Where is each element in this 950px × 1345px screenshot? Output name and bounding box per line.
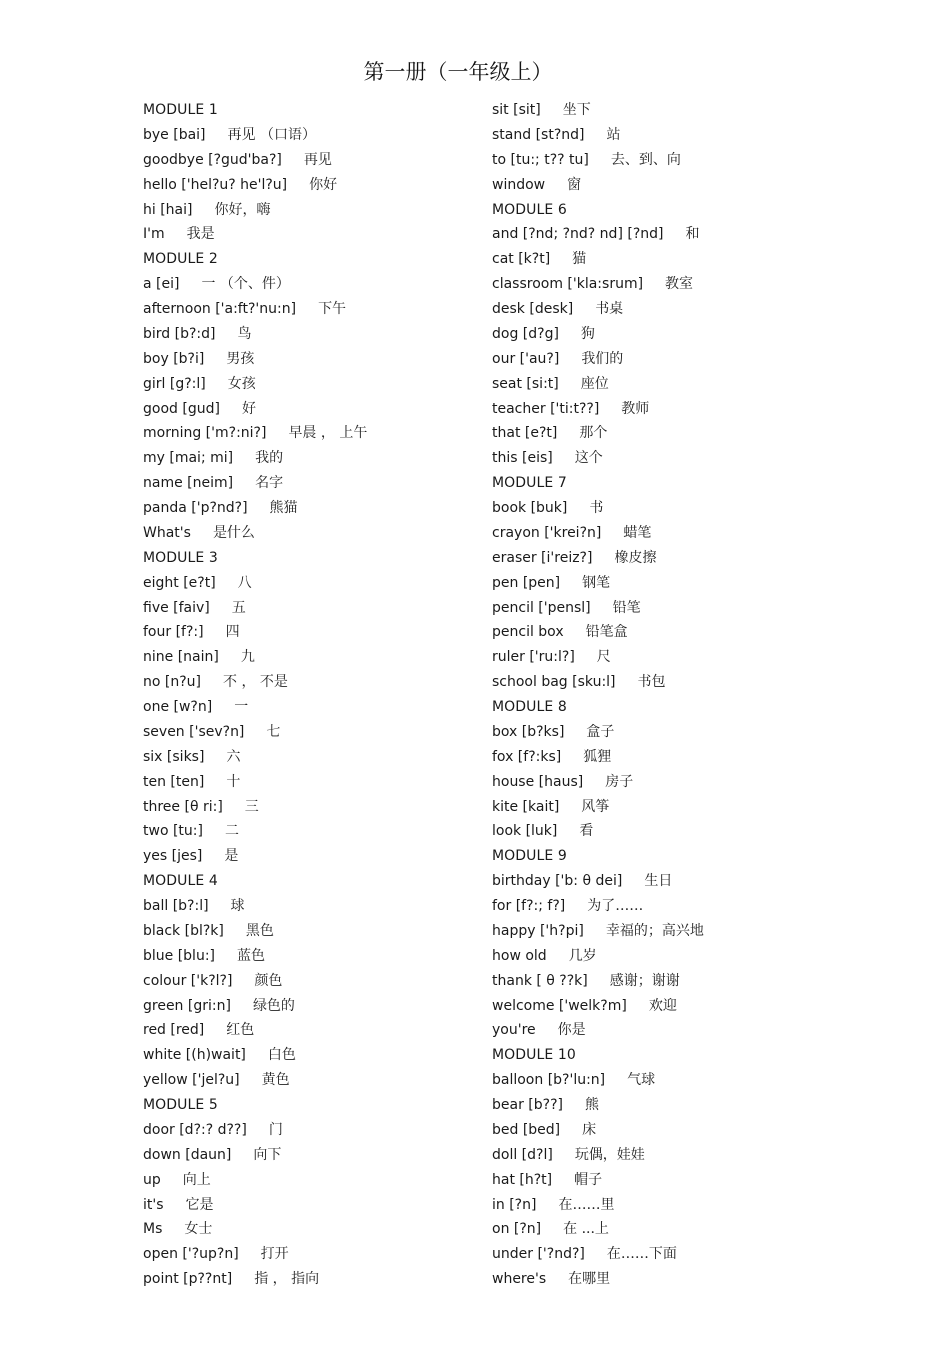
vocab-entry (492, 720, 872, 745)
vocab-meaning: 白色 (267, 1047, 296, 1064)
vocab-word: nine [nain] (143, 649, 219, 666)
vocab-word: one [w?n] (143, 699, 213, 715)
vocab-entry (143, 994, 523, 1019)
vocab-word: black [bl?k] (143, 922, 224, 939)
vocab-entry (492, 347, 872, 372)
vocab-word: name [neim] (143, 475, 234, 492)
vocab-entry (143, 496, 523, 521)
vocab-entry (492, 944, 872, 969)
vocab-entry (143, 198, 523, 223)
vocab-word: how old (492, 947, 547, 964)
vocab-word: girl [g?:l] (143, 375, 206, 392)
vocab-entry (492, 969, 872, 994)
vocab-meaning: 女士 (184, 1221, 213, 1238)
vocab-meaning: 十 (226, 773, 241, 790)
vocab-entry (143, 944, 523, 969)
vocab-word: house [haus] (492, 773, 584, 790)
vocab-entry (492, 372, 872, 397)
vocab-entry (492, 521, 872, 546)
module-heading (492, 198, 872, 223)
vocab-word: yellow ['jel?u] (143, 1072, 240, 1089)
vocab-meaning: 橡皮擦 (614, 549, 657, 566)
vocab-word: pencil ['pensl] (492, 599, 591, 616)
vocab-meaning: 指 ， 指向 (254, 1271, 320, 1288)
vocab-word: hello ['hel?u? he'l?u] (143, 176, 288, 193)
vocab-meaning: 向上 (182, 1171, 211, 1188)
vocab-meaning: 钢笔 (582, 574, 611, 591)
vocab-word: thank [ θ ??k] (492, 972, 588, 989)
vocab-meaning: 女孩 (227, 375, 256, 392)
vocab-entry (492, 1217, 872, 1242)
vocab-meaning: 下午 (318, 301, 347, 317)
vocab-word: I'm (143, 226, 165, 243)
vocab-entry (492, 596, 872, 621)
vocab-meaning: 二 (224, 823, 239, 840)
vocab-word: blue [blu:] (143, 947, 216, 964)
vocab-meaning: 我是 (186, 226, 215, 243)
vocab-word: a [ei] (143, 276, 180, 293)
vocab-entry (492, 745, 872, 770)
vocab-meaning: 房子 (605, 773, 634, 790)
vocab-entry (143, 795, 523, 820)
vocab-meaning: 在哪里 (568, 1271, 611, 1288)
vocab-word: five [faiv] (143, 599, 210, 616)
vocab-meaning: 不 ， 不是 (223, 674, 288, 691)
vocab-entry (143, 123, 523, 148)
vocab-word: stand [st?nd] (492, 126, 585, 143)
vocab-meaning: 九 (240, 649, 255, 666)
vocab-entry (143, 322, 523, 347)
vocab-entry (492, 1143, 872, 1168)
vocab-entry (143, 819, 523, 844)
vocab-word: six [siks] (143, 748, 205, 765)
vocab-meaning: 绿色的 (252, 997, 295, 1014)
vocab-meaning: 幸福的；高兴地 (605, 922, 704, 939)
vocab-entry (492, 869, 872, 894)
vocab-meaning: 在……里 (558, 1196, 615, 1213)
vocab-meaning: 蜡笔 (623, 524, 652, 541)
vocab-word: on [?n] (492, 1221, 542, 1238)
vocab-entry (492, 222, 872, 247)
vocab-entry (143, 1267, 523, 1292)
vocab-entry (492, 546, 872, 571)
vocab-entry (492, 1267, 872, 1292)
vocab-word: bird [b?:d] (143, 325, 216, 342)
module-heading (143, 869, 523, 894)
vocab-word: MODULE 2 (143, 251, 218, 268)
vocab-meaning: 三 (244, 798, 259, 815)
vocab-word: afternoon ['a:ft?'nu:n] (143, 301, 297, 317)
vocab-meaning: 早晨 ， 上午 (288, 425, 368, 442)
vocab-word: yes [jes] (143, 848, 203, 865)
vocab-word: point [p??nt] (143, 1271, 233, 1288)
vocab-meaning: 书桌 (595, 301, 624, 317)
module-heading (492, 844, 872, 869)
vocab-meaning: 门 (268, 1121, 283, 1138)
vocab-word: under ['?nd?] (492, 1246, 585, 1263)
vocab-entry (492, 1242, 872, 1267)
vocab-meaning: 生日 (644, 873, 673, 890)
vocab-meaning: 尺 (596, 649, 611, 666)
vocab-word: eight [e?t] (143, 574, 216, 591)
vocab-word: bye [bai] (143, 126, 206, 143)
vocab-word: colour ['k?l?] (143, 972, 233, 989)
vocab-entry (492, 670, 872, 695)
module-heading (143, 546, 523, 571)
vocab-word: ruler ['ru:l?] (492, 649, 575, 666)
vocab-meaning: 我们的 (581, 350, 624, 367)
vocab-word: no [n?u] (143, 674, 201, 691)
vocab-entry (492, 819, 872, 844)
vocab-meaning: 球 (230, 898, 245, 914)
vocab-word: our ['au?] (492, 350, 560, 367)
vocab-word: box [b?ks] (492, 723, 565, 740)
vocab-meaning: 再见 (303, 151, 332, 168)
vocab-meaning: 熊猫 (269, 500, 298, 516)
vocab-word: hi [hai] (143, 201, 193, 218)
vocab-word: MODULE 10 (492, 1047, 576, 1064)
vocab-meaning: 再见 （口语） (227, 126, 316, 143)
vocab-word: school bag [sku:l] (492, 674, 616, 691)
vocab-entry (143, 173, 523, 198)
vocab-meaning: 站 (606, 126, 621, 143)
vocab-word: What's (143, 524, 191, 541)
vocab-meaning: 几岁 (568, 947, 597, 964)
vocab-word: eraser [i'reiz?] (492, 549, 593, 566)
vocab-word: welcome ['welk?m] (492, 997, 627, 1014)
vocab-word: happy ['h?pi] (492, 922, 584, 939)
vocab-word: white [(h)wait] (143, 1047, 246, 1064)
vocab-word: up (143, 1171, 161, 1188)
vocab-meaning: 窗 (567, 176, 582, 193)
vocab-meaning: 四 (225, 624, 240, 641)
vocab-entry (143, 1118, 523, 1143)
vocab-meaning: 名字 (255, 475, 284, 492)
vocab-meaning: 铅笔盒 (585, 624, 628, 641)
vocab-word: balloon [b?'lu:n] (492, 1072, 606, 1089)
vocab-meaning: 在……下面 (606, 1246, 677, 1263)
vocab-entry (492, 397, 872, 422)
vocab-meaning: 我的 (255, 450, 284, 467)
vocab-entry (143, 1068, 523, 1093)
vocab-word: book [buk] (492, 500, 568, 516)
vocab-word: three [θ ri:] (143, 798, 223, 815)
vocab-meaning: 红色 (226, 1022, 255, 1039)
vocab-meaning: 五 (231, 599, 246, 616)
vocab-word: Ms (143, 1221, 163, 1238)
vocab-entry (492, 272, 872, 297)
vocab-meaning: 八 (237, 574, 252, 591)
vocab-word: in [?n] (492, 1196, 537, 1213)
vocab-word: cat [k?t] (492, 251, 551, 268)
vocab-word: and [?nd; ?nd? nd] [?nd] (492, 226, 664, 243)
vocab-word: that [e?t] (492, 425, 558, 442)
vocab-entry (143, 919, 523, 944)
page-title: 第一册（一年级上） (363, 60, 553, 84)
vocab-meaning: 好 (241, 400, 256, 417)
vocab-entry (492, 571, 872, 596)
vocab-entry (143, 297, 523, 322)
vocab-meaning: 坐下 (562, 102, 591, 118)
vocab-entry (143, 645, 523, 670)
vocab-entry (143, 272, 523, 297)
vocab-word: pencil box (492, 624, 564, 641)
vocab-word: fox [f?:ks] (492, 748, 562, 765)
vocab-entry (143, 770, 523, 795)
vocab-word: sit [sit] (492, 102, 541, 118)
vocab-meaning: 黑色 (245, 922, 274, 939)
module-heading (492, 471, 872, 496)
vocab-word: where's (492, 1271, 547, 1288)
vocab-entry (143, 372, 523, 397)
vocab-entry (492, 1168, 872, 1193)
vocab-meaning: 你是 (557, 1022, 586, 1039)
vocab-word: teacher ['ti:t??] (492, 400, 600, 417)
vocab-word: MODULE 8 (492, 699, 567, 715)
vocab-meaning: 和 (685, 226, 700, 243)
vocab-word: panda ['p?nd?] (143, 500, 248, 516)
vocab-entry (492, 770, 872, 795)
vocab-meaning: 床 (582, 1121, 597, 1138)
vocab-entry (143, 347, 523, 372)
vocab-meaning: 狗 (580, 325, 595, 342)
vocab-meaning: 教师 (621, 400, 650, 417)
vocab-word: doll [d?l] (492, 1146, 553, 1163)
vocab-entry (143, 148, 523, 173)
vocab-word: this [eis] (492, 450, 553, 467)
vocab-meaning: 去、到、向 (610, 151, 681, 168)
vocab-word: four [f?:] (143, 624, 204, 641)
vocab-entry (492, 1068, 872, 1093)
vocab-word: kite [kait] (492, 798, 560, 815)
vocab-meaning: 你好 (309, 176, 338, 193)
vocab-meaning: 一 （个、件） (201, 276, 290, 293)
vocab-meaning: 盒子 (586, 723, 615, 740)
vocab-word: down [daun] (143, 1146, 232, 1163)
vocab-entry (143, 670, 523, 695)
vocab-entry (492, 297, 872, 322)
left-column (143, 98, 523, 1292)
module-heading (492, 1043, 872, 1068)
vocab-entry (143, 1217, 523, 1242)
vocab-word: MODULE 4 (143, 873, 218, 890)
vocab-entry (143, 1143, 523, 1168)
vocab-meaning: 书包 (637, 674, 666, 691)
vocab-word: ten [ten] (143, 773, 205, 790)
vocab-entry (492, 123, 872, 148)
vocab-entry (492, 173, 872, 198)
vocab-entry (143, 571, 523, 596)
vocab-meaning: 那个 (579, 425, 608, 442)
vocab-entry (492, 421, 872, 446)
vocab-meaning: 欢迎 (648, 997, 677, 1014)
vocab-word: MODULE 3 (143, 549, 218, 566)
vocab-meaning: 铅笔 (612, 599, 641, 616)
vocab-word: dog [d?g] (492, 325, 559, 342)
vocab-entry (492, 795, 872, 820)
vocab-entry (492, 894, 872, 919)
vocab-word: ball [b?:l] (143, 898, 209, 914)
vocab-entry (492, 994, 872, 1019)
vocab-word: you're (492, 1022, 536, 1039)
vocab-word: seven ['sev?n] (143, 723, 245, 740)
vocab-entry (492, 1193, 872, 1218)
vocab-meaning: 是 (224, 848, 239, 865)
vocab-meaning: 这个 (574, 450, 603, 467)
vocab-entry (143, 471, 523, 496)
vocab-word: MODULE 9 (492, 848, 567, 865)
vocab-meaning: 鸟 (237, 325, 252, 342)
vocab-word: red [red] (143, 1022, 205, 1039)
vocab-meaning: 打开 (260, 1246, 289, 1263)
vocab-word: morning ['m?:ni?] (143, 425, 267, 442)
vocab-meaning: 狐狸 (583, 748, 612, 765)
vocab-entry (492, 98, 872, 123)
vocab-entry (492, 1118, 872, 1143)
vocab-word: for [f?:; f?] (492, 898, 566, 914)
vocab-entry (143, 1168, 523, 1193)
vocab-entry (143, 1043, 523, 1068)
vocab-entry (143, 397, 523, 422)
vocab-meaning: 七 (266, 723, 281, 740)
vocab-meaning: 你好，嗨 (214, 201, 271, 218)
vocab-word: bear [b??] (492, 1097, 563, 1113)
module-heading (143, 98, 523, 123)
module-heading (143, 247, 523, 272)
vocab-entry (492, 496, 872, 521)
vocab-meaning: 熊 (584, 1097, 599, 1113)
vocab-entry (492, 1093, 872, 1118)
vocab-word: MODULE 5 (143, 1097, 218, 1113)
vocab-word: two [tu:] (143, 823, 203, 840)
vocab-meaning: 书 (589, 500, 604, 516)
vocab-meaning: 它是 (185, 1196, 214, 1213)
vocab-word: seat [si:t] (492, 375, 559, 392)
vocab-entry (143, 1193, 523, 1218)
vocab-entry (143, 844, 523, 869)
vocab-word: MODULE 7 (492, 475, 567, 492)
vocab-word: door [d?:? d??] (143, 1121, 247, 1138)
vocab-word: classroom ['kla:srum] (492, 276, 644, 293)
vocab-word: open ['?up?n] (143, 1246, 239, 1263)
vocab-meaning: 看 (579, 823, 594, 840)
vocab-meaning: 座位 (580, 375, 609, 392)
vocab-meaning: 男孩 (226, 350, 255, 367)
vocab-meaning: 向下 (253, 1146, 282, 1163)
vocab-meaning: 气球 (627, 1072, 656, 1089)
vocab-meaning: 感谢；谢谢 (609, 972, 680, 989)
vocab-entry (492, 322, 872, 347)
vocab-meaning: 黄色 (261, 1072, 290, 1089)
vocab-word: crayon ['krei?n] (492, 524, 602, 541)
vocab-word: MODULE 1 (143, 102, 218, 118)
vocab-word: bed [bed] (492, 1121, 561, 1138)
vocab-entry (143, 1242, 523, 1267)
vocab-meaning: 教室 (665, 276, 694, 293)
vocab-word: boy [b?i] (143, 350, 205, 367)
vocab-entry (143, 720, 523, 745)
vocab-word: window (492, 176, 546, 193)
vocab-word: hat [h?t] (492, 1171, 553, 1188)
vocab-entry (143, 969, 523, 994)
vocab-word: goodbye [?gud'ba?] (143, 151, 282, 168)
vocab-entry (143, 1018, 523, 1043)
vocab-entry (143, 521, 523, 546)
vocab-entry (492, 620, 872, 645)
vocab-word: to [tu:; t?? tu] (492, 151, 589, 168)
vocab-entry (143, 620, 523, 645)
vocab-entry (143, 421, 523, 446)
vocab-entry (143, 446, 523, 471)
module-heading (492, 695, 872, 720)
vocab-word: desk [desk] (492, 301, 574, 317)
vocab-meaning: 一 (234, 699, 249, 715)
vocab-entry (492, 919, 872, 944)
vocab-entry (143, 894, 523, 919)
vocab-word: it's (143, 1196, 164, 1213)
vocab-word: MODULE 6 (492, 201, 567, 218)
vocab-entry (143, 222, 523, 247)
vocab-word: pen [pen] (492, 574, 561, 591)
vocab-meaning: 蓝色 (237, 947, 266, 964)
vocab-entry (143, 596, 523, 621)
module-heading (143, 1093, 523, 1118)
vocab-meaning: 风筝 (581, 798, 610, 815)
vocab-entry (492, 446, 872, 471)
vocab-meaning: 为了…… (587, 898, 644, 914)
vocab-entry (143, 695, 523, 720)
vocab-meaning: 六 (226, 748, 241, 765)
vocab-meaning: 是什么 (212, 524, 255, 541)
vocab-word: look [luk] (492, 823, 558, 840)
vocab-meaning: 在 ...上 (563, 1221, 609, 1238)
vocab-word: my [mai; mi] (143, 450, 234, 467)
vocab-entry (492, 148, 872, 173)
right-column (492, 98, 872, 1292)
vocab-meaning: 猫 (572, 251, 587, 268)
vocab-entry (492, 247, 872, 272)
vocab-entry (143, 745, 523, 770)
vocab-word: birthday ['b: θ dei] (492, 873, 623, 890)
vocab-word: green [gri:n] (143, 997, 231, 1014)
vocab-meaning: 玩偶，娃娃 (574, 1146, 645, 1163)
vocab-word: good [gud] (143, 400, 220, 417)
vocab-meaning: 颜色 (254, 972, 283, 989)
vocab-entry (492, 1018, 872, 1043)
vocab-meaning: 帽子 (574, 1171, 603, 1188)
vocab-entry (492, 645, 872, 670)
